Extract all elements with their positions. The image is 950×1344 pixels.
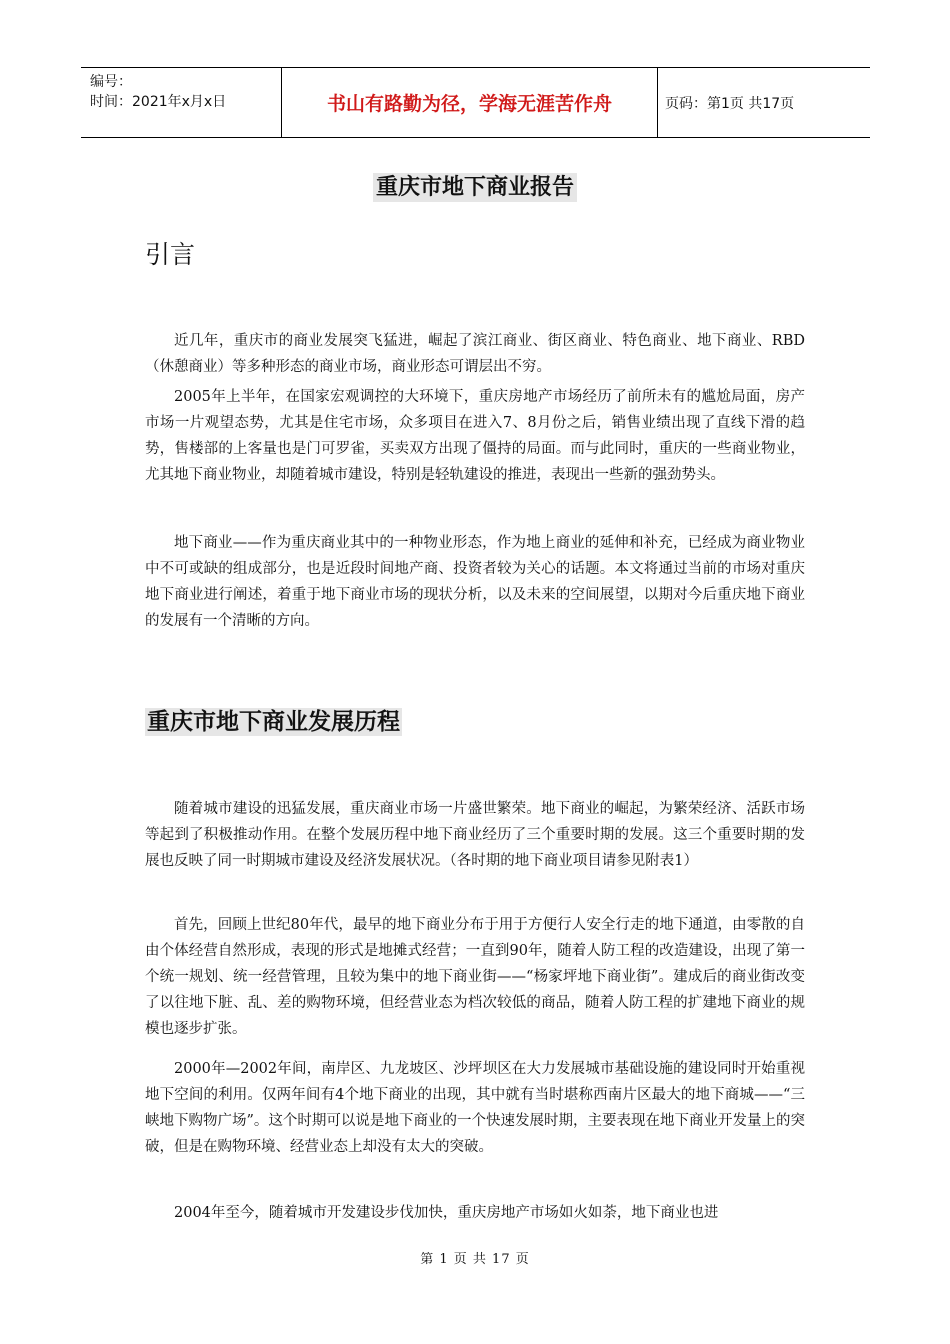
page-footer: 第 1 页 共 17 页	[420, 1252, 530, 1267]
section-heading-history-text: 重庆市地下商业发展历程	[147, 709, 400, 735]
section-heading-introduction: 引言	[145, 240, 196, 269]
document-title: 重庆市地下商业报告	[373, 173, 577, 202]
paragraph: 近几年，重庆市的商业发展突飞猛进，崛起了滨江商业、街区商业、特色商业、地下商业、RBD（休憩商业）等多种形态的商业市场，商业形态可谓层出不穷。	[145, 333, 805, 375]
paragraph: 2000年—2002年间，南岸区、九龙坡区、沙坪坝区在大力发展城市基础设施的建设同时开始重视地下空间的利用。仅两年间有4个地下商业的出现，其中就有当时堪称西南片区最大的地下商城——“三峡地下购物广场”。这个时期可以说是地下商业的一个快速发展时期，主要表现在地下商业开发量上的突破，但是在购物环境、经营业态上却没有太大的突破。	[145, 1061, 805, 1155]
paragraph: 首先，回顾上世纪80年代，最早的地下商业分布于用于方便行人安全行走的地下通道，由零散的自由个体经营自然形成，表现的形式是地摊式经营；一直到90年，随着人防工程的改造建设，出现了第一个统一规划、统一经营管理，且较为集中的地下商业街——“杨家坪地下商业街”。建成后的商业街改变了以往地下脏、乱、差的购物环境，但经营业态为档次较低的商品，随着人防工程的扩建地下商业的规模也逐步扩张。	[145, 917, 805, 1037]
header-page-info: 页码：第1页 共17页	[665, 95, 795, 112]
paragraph: 2004年至今，随着城市开发建设步伐加快，重庆房地产市场如火如荼，地下商业也进	[174, 1205, 719, 1221]
header-meta	[81, 68, 282, 137]
document-title-block	[0, 170, 950, 201]
number-label: 编号：	[90, 74, 132, 90]
section-heading-history	[145, 703, 402, 736]
time-label: 时间：2021年x月x日	[90, 94, 227, 110]
paragraph: 随着城市建设的迅猛发展，重庆商业市场一片盛世繁荣。地下商业的崛起，为繁荣经济、活跃市场等起到了积极推动作用。在整个发展历程中地下商业经历了三个重要时期的发展。这三个重要时期的发展也反映了同一时期城市建设及经济发展状况。（各时期的地下商业项目请参见附表1）	[145, 801, 805, 869]
header-motto: 书山有路勤为径，学海无涯苦作舟	[282, 68, 658, 137]
paragraph: 2005年上半年，在国家宏观调控的大环境下，重庆房地产市场经历了前所未有的尴尬局面，房产市场一片观望态势，尤其是住宅市场，众多项目在进入7、8月份之后，销售业绩出现了直线下滑的趋势，售楼部的上客量也是门可罗雀，买卖双方出现了僵持的局面。而与此同时，重庆的一些商业物业，尤其地下商业物业，却随着城市建设，特别是轻轨建设的推进，表现出一些新的强劲势头。	[145, 389, 805, 483]
paragraph: 地下商业——作为重庆商业其中的一种物业形态，作为地上商业的延伸和补充，已经成为商业物业中不可或缺的组成部分，也是近段时间地产商、投资者较为关心的话题。本文将通过当前的市场对重庆地下商业进行阐述，着重于地下商业市场的现状分析，以及未来的空间展望，以期对今后重庆地下商业的发展有一个清晰的方向。	[145, 535, 805, 629]
document-header	[81, 67, 870, 138]
